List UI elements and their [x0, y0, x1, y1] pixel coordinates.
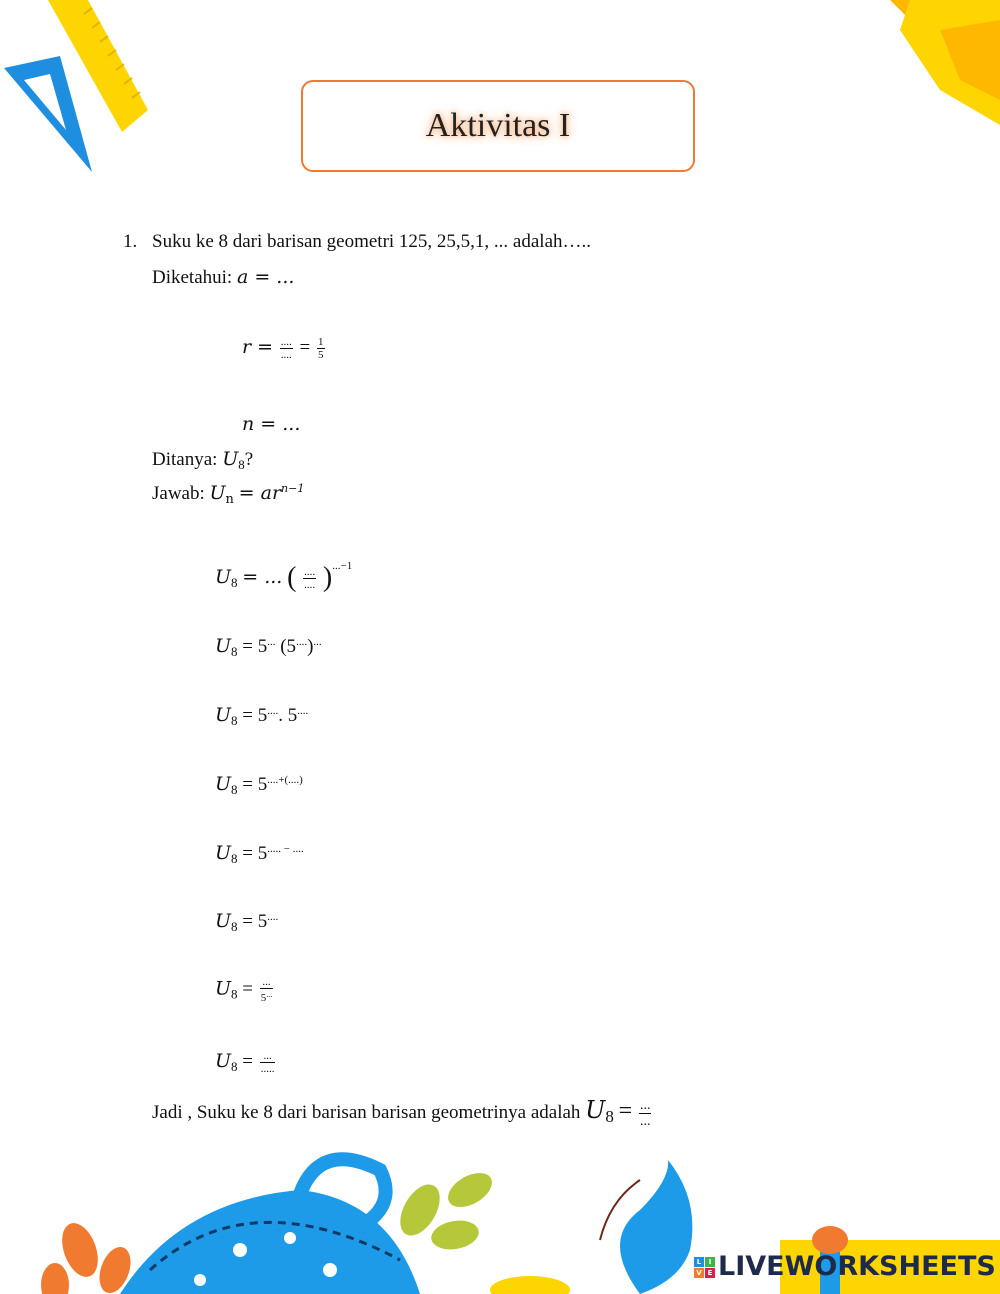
s2-exp1: ... [267, 636, 276, 648]
step-6 [215, 910, 278, 935]
r-frac-den: .... [280, 349, 292, 362]
asked-tail: ? [244, 449, 254, 470]
asked-var: U [222, 448, 239, 470]
formula-exp: n−1 [281, 482, 305, 495]
equals: = [618, 1098, 633, 1124]
asked-sub: 8 [238, 457, 245, 472]
u-var: U [215, 1050, 232, 1072]
u-var: U [215, 910, 232, 932]
s7-num: ... [260, 976, 274, 989]
open-paren: ( [287, 562, 297, 593]
step-5 [215, 842, 304, 867]
s7-fraction [260, 976, 274, 1004]
asked-row [152, 448, 253, 473]
step-8 [215, 1050, 277, 1075]
equals: = [242, 1051, 253, 1072]
asked-label: Ditanya: [152, 449, 218, 470]
conclusion-den: ... [639, 1114, 651, 1130]
step-7 [215, 976, 275, 1004]
n-row [242, 413, 300, 436]
close-paren: ) [322, 562, 333, 593]
s2-base: = 5 [242, 636, 268, 657]
conclusion-text: Jadi , Suku ke 8 dari barisan barisan geometrinya adalah [152, 1102, 581, 1123]
step-3 [215, 704, 308, 729]
logo-letter: I [705, 1257, 715, 1267]
r-variable: r = [242, 336, 274, 358]
r-val-num: 1 [318, 336, 324, 349]
question-text: Suku ke 8 dari barisan geometri 125, 25,5,1, ... adalah….. [152, 231, 592, 252]
r-value-fraction [317, 336, 325, 361]
logo-letter: L [694, 1257, 704, 1267]
r-fraction-blank [280, 336, 293, 361]
u-var: U [215, 842, 232, 864]
s1-den: .... [304, 579, 316, 592]
s5-exp: ..... − .... [267, 843, 304, 855]
s3-mid: . 5 [278, 705, 298, 726]
s4-base: = 5 [242, 774, 268, 795]
s1-fraction [303, 566, 316, 591]
conclusion-row [152, 1096, 653, 1129]
equals: = [242, 978, 253, 1000]
formula-rhs: = ar [238, 482, 282, 504]
u-sub: 8 [231, 919, 238, 934]
u-var: U [215, 566, 232, 588]
question-number: 1. [123, 231, 138, 252]
ruler-triangle-illustration [0, 0, 160, 180]
r-frac-num: .... [280, 336, 292, 349]
u-sub: 8 [231, 782, 238, 797]
a-expression: a = ... [236, 266, 295, 288]
n-expression: n = ... [242, 413, 301, 435]
s1-exp: ...−1 [332, 560, 353, 572]
s2-exp2: .... [296, 636, 308, 648]
logo-text: LIVEWORKSHEETS [718, 1251, 996, 1282]
logo-letter: E [705, 1268, 715, 1278]
title-box [301, 80, 695, 172]
answer-label: Jawab: [152, 483, 205, 504]
u-sub: 8 [231, 851, 238, 866]
u-var: U [585, 1096, 606, 1124]
conclusion-fraction [639, 1098, 652, 1129]
r-equals: = [299, 337, 311, 358]
step-1 [215, 560, 352, 594]
s1-num: .... [304, 566, 316, 579]
s7-den-exp: ... [266, 990, 273, 999]
answer-row [152, 482, 304, 507]
u-sub: 8 [231, 644, 238, 659]
s3-exp2: .... [297, 705, 309, 717]
u-var: U [215, 635, 232, 657]
r-val-den: 5 [318, 349, 324, 362]
s8-fraction [260, 1050, 276, 1075]
step-2 [215, 635, 322, 660]
s6-exp: .... [267, 911, 279, 923]
formula-lhs: U [209, 482, 226, 504]
s2-mid: (5 [280, 636, 297, 657]
s8-den: ..... [260, 1063, 275, 1076]
s7-den-base: 5 [260, 992, 267, 1004]
known-label: Diketahui: [152, 267, 233, 288]
s6-base: = 5 [242, 911, 268, 932]
u-var: U [215, 977, 232, 1000]
known-row [152, 266, 294, 289]
u-sub: 8 [231, 986, 238, 1002]
s3-base: = 5 [242, 705, 268, 726]
conclusion-num: ... [639, 1098, 651, 1114]
s2-close: ) [307, 636, 314, 657]
u-sub: 8 [605, 1107, 614, 1126]
formula-sub: n [225, 492, 234, 507]
liveworksheets-logo [694, 1251, 996, 1282]
highlighter-illustration [880, 0, 1000, 130]
u-sub: 8 [231, 1059, 238, 1074]
u-var: U [215, 704, 232, 726]
s4-exp: ....+(....) [267, 774, 303, 786]
s3-exp1: .... [267, 705, 279, 717]
s1-pre: = ... [242, 566, 283, 588]
r-row [242, 336, 327, 361]
page-title: Aktivitas I [425, 107, 571, 144]
s2-exp3: ... [313, 636, 322, 648]
u-sub: 8 [231, 713, 238, 728]
logo-letter: V [694, 1268, 704, 1278]
s8-num: ... [260, 1050, 276, 1063]
logo-mark-icon [694, 1257, 715, 1278]
u-var: U [215, 773, 232, 795]
s5-base: = 5 [242, 843, 268, 864]
step-4 [215, 773, 303, 798]
u-sub: 8 [231, 575, 238, 590]
